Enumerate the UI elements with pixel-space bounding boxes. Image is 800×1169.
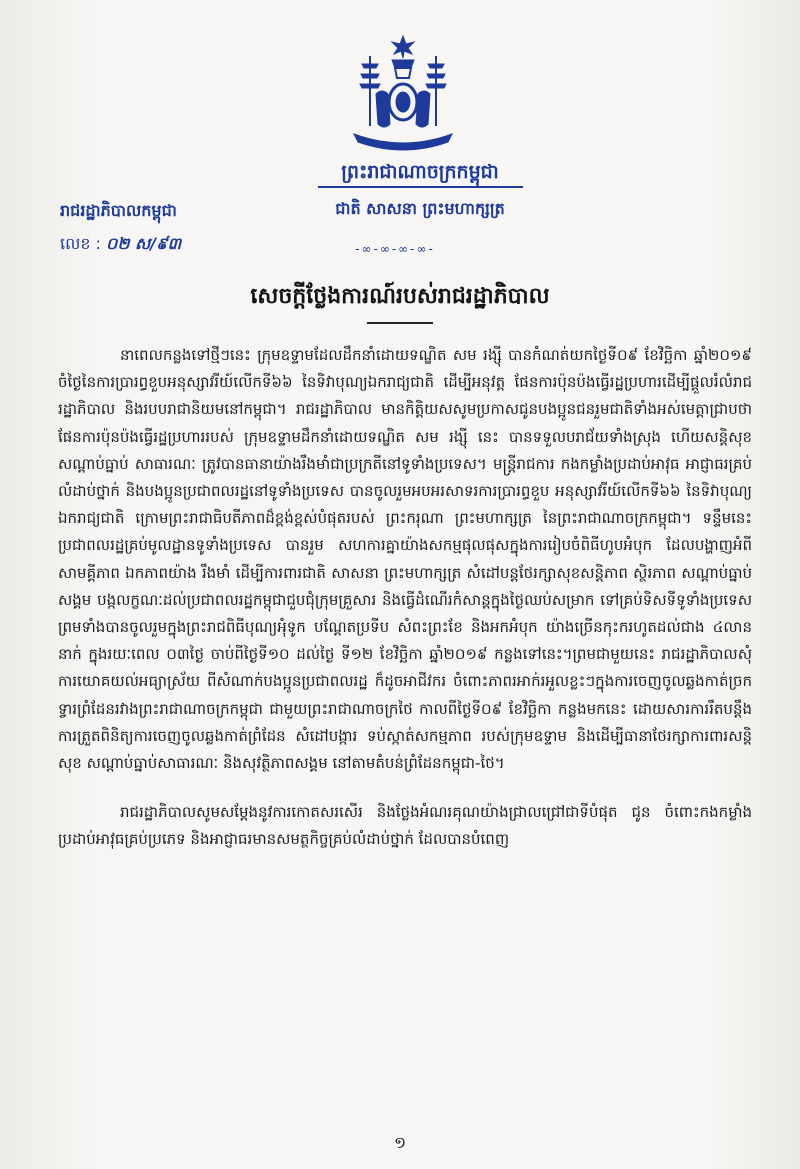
kingdom-title: ព្រះរាជាណាចក្រកម្ពុជា xyxy=(341,161,499,183)
body-paragraph: រាជរដ្ឋាភិបាលសូមសម្តែងនូវការកោតសរសើរ និងថ្លែងអំណរគុណយ៉ាងជ្រាលជ្រៅជាទីបំផុត ជូន ចំពោះកងកម្លាំងប្រដាប់អាវុធគ្រប់ប្រភេទ និងអាជ្ញាធរមានសមត្ថកិច្ចគ្រប់លំដាប់ថ្នាក់ ដែលបានបំពេញ xyxy=(58,803,752,849)
document-number-label: លេខ : xyxy=(60,234,107,253)
issuing-authority: រាជរដ្ឋាភិបាលកម្ពុជា xyxy=(60,201,177,220)
page-number: ១ xyxy=(393,1133,407,1152)
statement-body xyxy=(58,342,752,854)
national-motto: ជាតិ សាសនា ព្រះមហាក្សត្រ xyxy=(335,199,505,218)
royal-coat-of-arms-icon xyxy=(340,34,466,154)
ornament-divider: -∞-∞-∞-∞- xyxy=(355,242,435,256)
document-number xyxy=(60,233,181,257)
document-number-value: ០២ ស/៩៣ xyxy=(106,234,182,253)
title-divider xyxy=(367,322,433,324)
kingdom-title-underline xyxy=(318,186,523,188)
document-title: សេចក្តីថ្លែងការណ៍របស់រាជរដ្ឋាភិបាល xyxy=(250,284,550,309)
body-paragraph: នាពេលកន្លងទៅថ្មីៗនេះ ក្រុមឧទ្ទាមដែលដឹកនាំដោយទណ្ឌិត សម រង្ស៊ី បានកំណត់យកថ្ងៃទី០៩ ខែវិច្ឆិកា ឆ្នាំ២០១៩ ចំថ្ងៃនៃការប្រារព្ធខួបអនុស្សាវរីយ៍លើកទី៦៦ នៃទិវាបុណ្យឯករាជ្យជាតិ ដើម្បីអនុវត្ត ផែនការប៉ុនប៉ងធ្វើរដ្ឋប្រហារដើម្បីផ្តួលរំលំរាជរដ្ឋាភិបាល និងរបបរាជានិយមនៅកម្ពុជា។ រាជរដ្ឋាភិបាល មានកិត្តិយសសូមប្រកាសជូនបងប្អូនជនរួមជាតិទាំងអស់មេត្តាជ្រាបថា ផែនការប៉ុនប៉ងធ្វើរដ្ឋប្រហាររបស់ ក្រុមឧទ្ទាមដឹកនាំដោយទណ្ឌិត សម រង្ស៊ី នេះ បានទទួលបរាជ័យទាំងស្រុង ហើយសន្តិសុខ សណ្តាប់ធ្នាប់ សាធារណៈ ត្រូវបានធានាយ៉ាងរឹងមាំជាប្រក្រតីនៅទូទាំងប្រទេស។ មន្រ្តីរាជការ កងកម្លាំងប្រដាប់អាវុធ អាជ្ញាធរគ្រប់លំដាប់ថ្នាក់ និងបងប្អូនប្រជាពលរដ្ឋនៅទូទាំងប្រទេស បានចូលរួមអបអរសាទរការប្រារព្ធខួប អនុស្សាវរីយ៍លើកទី៦៦ នៃទិវាបុណ្យឯករាជ្យជាតិ ក្រោមព្រះរាជាធិបតីភាពដ៏ខ្ពង់ខ្ពស់បំផុតរបស់ ព្រះករុណា ព្រះមហាក្សត្រ នៃព្រះរាជាណាចក្រកម្ពុជា។ ទន្ទឹមនេះ ប្រជាពលរដ្ឋគ្រប់មូលដ្ឋានទូទាំងប្រទេស បានរួម សហការគ្នាយ៉ាងសកម្មផុលផុសក្នុងការរៀបចំពិធីហូបអំបុក ដែលបង្ហាញអំពីសាមគ្គីភាព ឯកភាពយ៉ាង រឹងមាំ ដើម្បីការពារជាតិ សាសនា ព្រះមហាក្សត្រ សំដៅបន្តថែរក្សាសុខសន្តិភាព ស្ថិរភាព សណ្តាប់ធ្នាប់ សង្គម បង្កលក្ខណៈដល់ប្រជាពលរដ្ឋកម្ពុជាជួបជុំក្រុមគ្រួសារ និងធ្វើដំណើរកំសាន្តក្នុងថ្ងៃឈប់សម្រាក ទៅគ្រប់ទិសទីទូទាំងប្រទេស ព្រមទាំងបានចូលរួមក្នុងព្រះរាជពិធីបុណ្យអុំទូក បណ្តែតប្រទីប សំពះព្រះខែ និងអកអំបុក យ៉ាងច្រើនកុះករហូតដល់ជាង ៤លាននាក់ ក្នុងរយៈពេល ០៣ថ្ងៃ ចាប់ពីថ្ងៃទី១០ ដល់ថ្ងៃ ទី១២ ខែវិច្ឆិកា ឆ្នាំ២០១៩ កន្លងទៅនេះ។ព្រមជាមួយនេះ រាជរដ្ឋាភិបាលសុំការយោគយល់អធ្យាស្រ័យ ពីសំណាក់បងប្អូនប្រជាពលរដ្ឋ ក៏ដូចអាជីវករ ចំពោះភាពរអាក់រអួលខ្លះៗក្នុងការចេញចូលឆ្លងកាត់ច្រក ទ្វារព្រំដែនរវាងព្រះរាជាណាចក្រកម្ពុជា ជាមួយព្រះរាជាណាចក្រថៃ កាលពីថ្ងៃទី០៩ ខែវិច្ឆិកា កន្លងមកនេះ ដោយសារការរឹតបន្តឹងការត្រួតពិនិត្យការចេញចូលឆ្លងកាត់ព្រំដែន សំដៅបង្ការ ទប់ស្កាត់សកម្មភាព របស់ក្រុមឧទ្ទាម និងដើម្បីធានាថែរក្សាការពារសន្តិសុខ សណ្តាប់ធ្នាប់សាធារណៈ និងសុវត្ថិភាពសង្គម នៅតាមតំបន់ព្រំដែនកម្ពុជា-ថៃ។ xyxy=(58,346,752,773)
